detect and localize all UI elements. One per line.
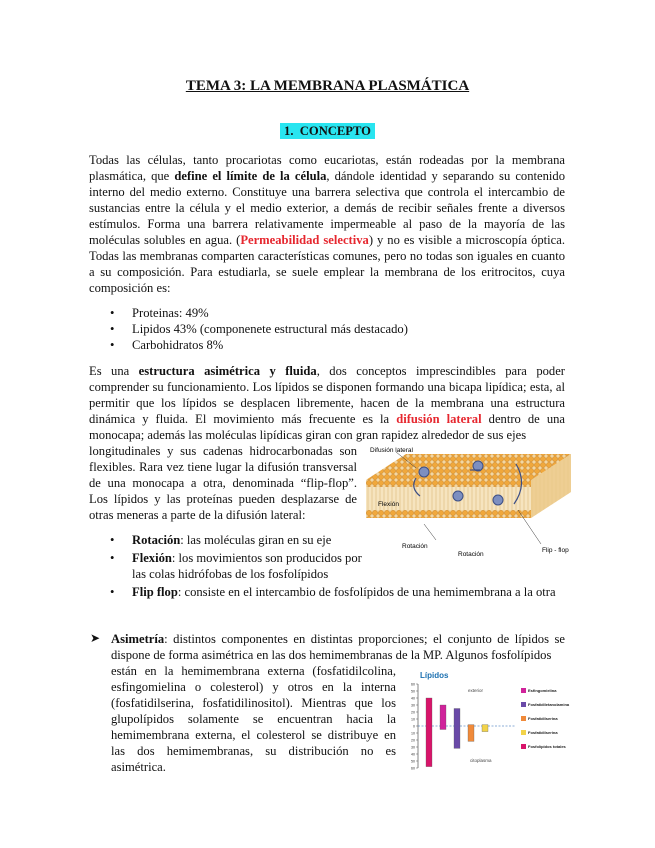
structure-text-1: Es una: [89, 364, 139, 378]
movement-term: Rotación: [132, 533, 181, 547]
y-tick-label: 30: [411, 745, 415, 750]
y-tick-label: 10: [411, 731, 415, 736]
list-item: • Carbohidratos 8%: [110, 337, 408, 353]
legend-label: Fosfatidilserina: [528, 716, 558, 722]
chart-title: Lípidos: [420, 671, 449, 680]
bilayer-front-lower-heads: [366, 510, 531, 518]
list-item: • Lipidos 43% (componenete estructural más destacado): [110, 321, 408, 337]
structure-side-paragraph: longitudinales y sus cadenas hidrocarbonadas son flexibles. Rara vez tiene lugar la difusión transversal de una monocapa a otra, denominada “flip-flop”. Los lípidos y las proteínas pueden desplazarse de otras meneras a parte de la difusión lateral:: [89, 444, 357, 522]
movement-text: : consiste en el intercambio de fosfolípidos de una hemimembrana a la otra: [177, 585, 556, 599]
section-highlight: [280, 123, 375, 139]
label-flipflop: Flip - flop: [542, 547, 569, 554]
y-tick-label: 60: [411, 682, 415, 687]
bar-fosfatidilserina: [468, 725, 474, 742]
list-item: [110, 550, 365, 582]
list-item: • Proteinas: 49%: [110, 305, 408, 321]
structure-paragraph: [89, 363, 565, 443]
y-tick-label: 10: [411, 717, 415, 722]
arrow-right-icon: ➤: [90, 631, 101, 645]
intro-red-term: Permeabilidad selectiva: [240, 233, 369, 247]
leader-line: [424, 524, 436, 540]
lipid-molecule: [493, 495, 503, 505]
legend-label: Fosfolípidos totales: [528, 744, 566, 750]
y-tick-label: 40: [411, 752, 415, 757]
bar-fosfol-pidos-totales: [426, 698, 432, 767]
lipid-molecule: [453, 491, 463, 501]
lipid-chart: [404, 668, 570, 775]
structure-bold: estructura asimétrica y fluida: [138, 364, 317, 378]
y-tick-label: 20: [411, 710, 415, 715]
structure-text-3: dentro de una monocapa; además las moléculas lipídicas giran con gran rapidez alrededor de sus ejes: [89, 412, 565, 442]
chart-label-exterior: exterior: [468, 688, 484, 693]
movement-term: Flexión: [132, 551, 172, 565]
y-tick-label: 0: [413, 724, 415, 729]
chart-label-cytoplasm: citoplasma: [470, 758, 492, 763]
intro-paragraph: [89, 152, 565, 296]
lipid-molecule: [419, 467, 429, 477]
legend-swatch: [521, 716, 526, 721]
bar-fosfatidiletanolamina: [454, 709, 460, 749]
label-flexion: Flexión: [378, 501, 399, 508]
legend-label: Fosfatidiletanolamina: [528, 702, 570, 708]
legend-swatch: [521, 702, 526, 707]
intro-text-1: Todas las células, tanto procariotas como eucariotas, están rodeadas por la membrana plasmática, que: [89, 153, 565, 183]
movement-text: : las moléculas giran en su eje: [180, 533, 332, 547]
asymmetry-side-paragraph: están en la hemimembrana externa (fosfatidilcolina, esfingomielina o colesterol) y otros en la interna (fosfatidilserina, fosfatidilinositol). Mientras que los glupolípidos solamente se encuentran hacia la hemimembrana externa, el colesterol se distribuye en las dos hemimembranas, su distribución no es asimétrica.: [111, 664, 396, 774]
intro-bold: define el límite de la célula: [174, 169, 327, 183]
section-heading: [0, 124, 655, 139]
legend-swatch: [521, 730, 526, 735]
legend-label: Esfingomielina: [528, 688, 557, 694]
label-rotation: Rotación: [402, 543, 428, 550]
legend-swatch: [521, 744, 526, 749]
y-tick-label: 30: [411, 703, 415, 708]
bar-esfingomielina: [440, 705, 446, 730]
legend-swatch: [521, 688, 526, 693]
asymmetry-term: Asimetría: [111, 632, 165, 646]
structure-red-term: difusión lateral: [396, 412, 482, 426]
composition-list: [110, 305, 408, 353]
y-tick-label: 40: [411, 696, 415, 701]
membrane-figure: [366, 444, 571, 566]
page-title: TEMA 3: LA MEMBRANA PLASMÁTICA: [185, 78, 470, 94]
intro-text-2: , dándole identidad y separando su contenido interno del medio externo. Constituye una barrera selectiva que controla el intercambio de sustancias entre la célula y el medio exterior, a demás de recibir señales frente a diversos estímulos. Forma una barrera relativamente impermeable al paso de la mayoría de las moléculas solubles en agua. (: [89, 169, 566, 247]
movements-list: [110, 532, 556, 600]
asymmetry-paragraph: [111, 631, 565, 663]
y-tick-label: 50: [411, 759, 415, 764]
bar-fosfatidilserina: [482, 725, 488, 732]
y-tick-label: 50: [411, 689, 415, 694]
intro-text-3: ) y no es visible a microscopía óptica. Todas las membranas comparten características comunes, pero no todas son iguales en cuanto a su composición. Para estudiarla, se suele emplear la membrana de los eritrocitos, cuya composición es:: [89, 233, 565, 295]
movement-term: Flip flop: [132, 585, 178, 599]
label-lateral: Difusión lateral: [370, 447, 413, 454]
list-item: [110, 584, 602, 600]
legend-label: Fosfatidilserina: [528, 730, 558, 736]
list-item: [110, 532, 365, 548]
y-tick-label: 60: [411, 766, 415, 771]
section-label: CONCEPTO: [299, 124, 371, 138]
asymmetry-text-1: : distintos componentes en distintas proporciones; el conjunto de lípidos se dispone de forma asimétrica en las dos hemimembranas de la MP. Algunos fosfolípidos: [111, 632, 565, 662]
movement-text: : los movimientos son producidos por las colas hidrófobas de los fosfolípidos: [132, 551, 362, 581]
structure-text-2: , dos conceptos imprescindibles para poder comprender su funcionamiento. Los lípidos se disponen formando una bicapa lipídica; esta, al permitir que los lípidos se desplacen libremente, hacen de la membrana una estructura dinámica y fluida. El movimiento más frecuente es la: [89, 364, 566, 426]
bilayer-front-upper-heads: [366, 480, 531, 487]
label-rotation-2: Rotación: [458, 551, 484, 558]
section-number: 1.: [284, 124, 294, 138]
y-tick-label: 20: [411, 738, 415, 743]
